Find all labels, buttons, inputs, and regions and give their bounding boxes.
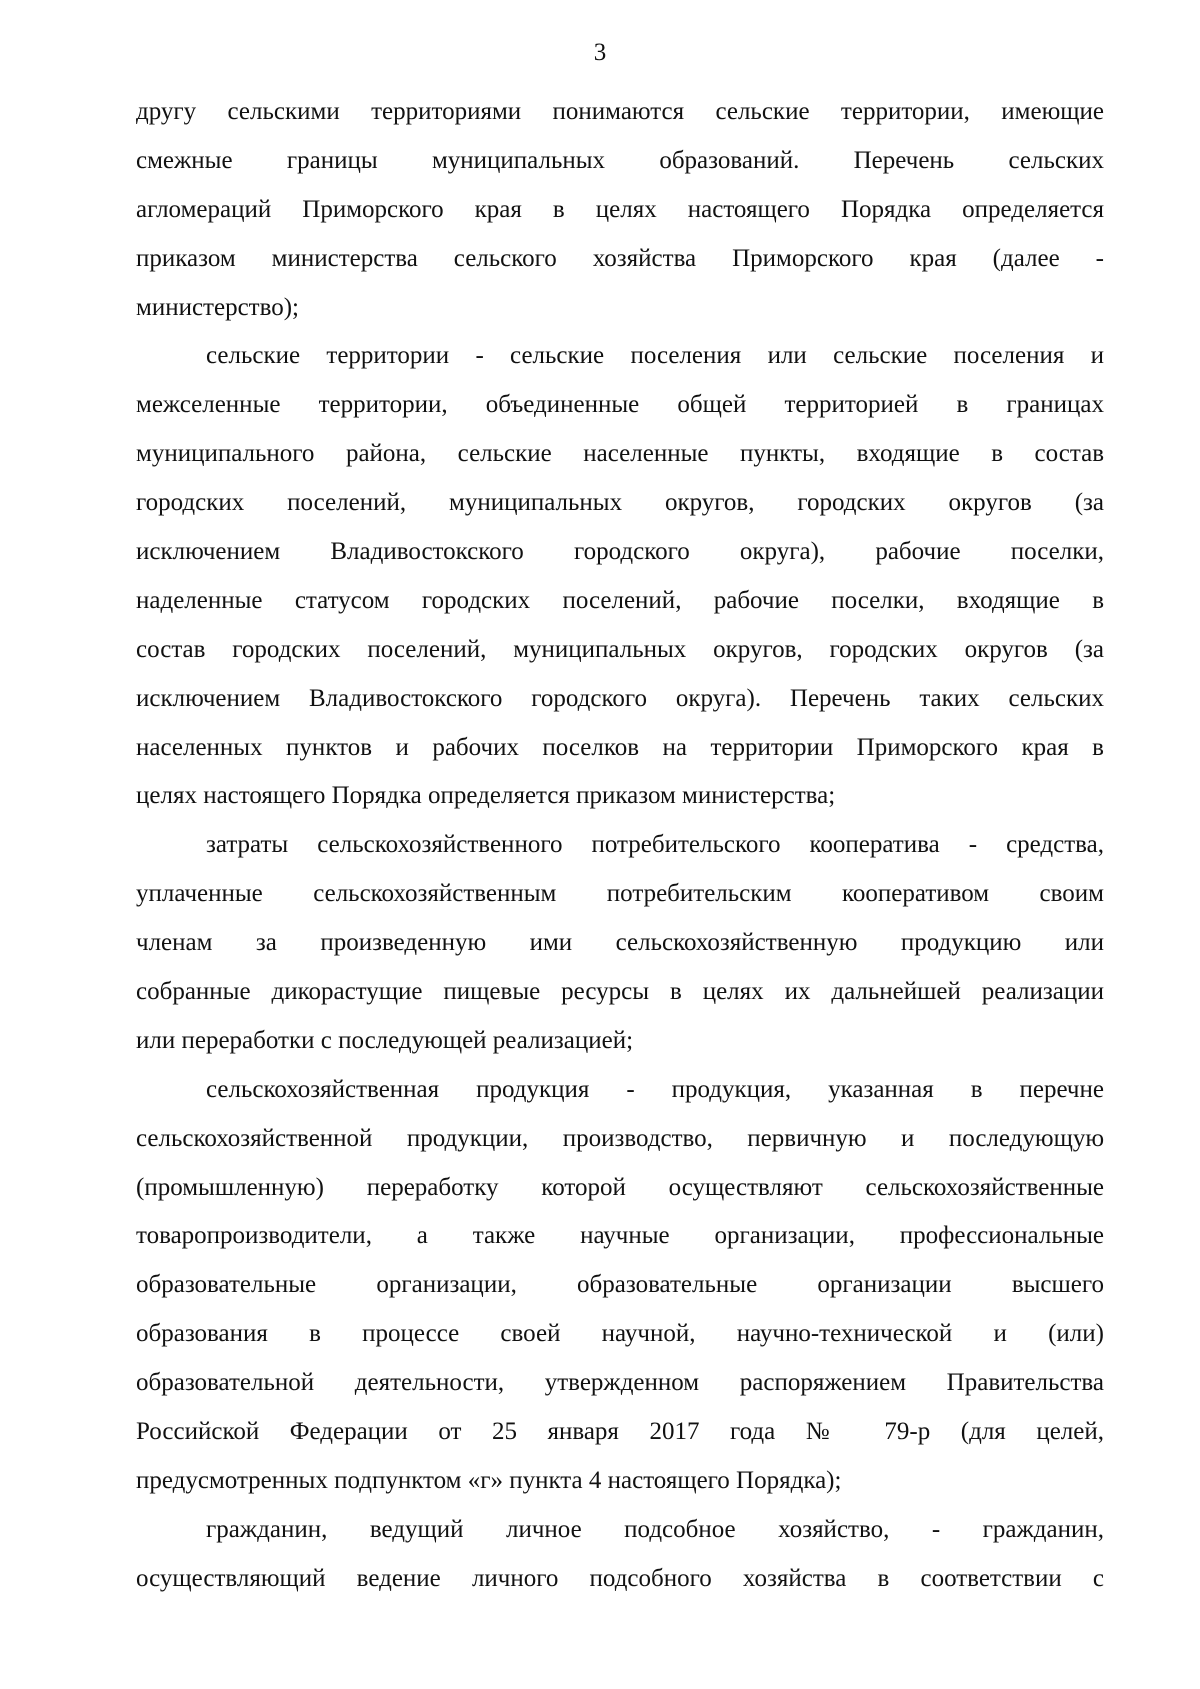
text-line: городских поселений, муниципальных округов, городских округов (за [136,489,1104,517]
text-line: муниципального района, сельские населенные пункты, входящие в состав [136,440,1104,468]
text-line: затраты сельскохозяйственного потребительского кооператива - средства, [206,831,1104,859]
text-line: наделенные статусом городских поселений, рабочие поселки, входящие в [136,586,1104,614]
text-line: собранные дикорастущие пищевые ресурсы в целях их дальнейшей реализации [136,978,1104,1006]
text-line: исключением Владивостокского городского округа), рабочие поселки, [136,538,1104,566]
text-line: гражданин, ведущий личное подсобное хозяйство, - гражданин, [206,1515,1104,1543]
text-line: сельскохозяйственной продукции, производство, первичную и последующую [136,1124,1104,1152]
text-line: (промышленную) переработку которой осуществляют сельскохозяйственные [136,1173,1104,1201]
text-line: целях настоящего Порядка определяется приказом министерства; [136,782,836,810]
text-line: уплаченные сельскохозяйственным потребительским кооперативом своим [136,880,1104,908]
text-line: межселенные территории, объединенные общей территорией в границах [136,391,1104,419]
text-line: состав городских поселений, муниципальных округов, городских округов (за [136,635,1104,663]
text-line: сельские территории - сельские поселения или сельские поселения и [206,342,1104,370]
page-number: 3 [593,39,607,66]
text-line: министерство); [136,293,300,321]
text-line: сельскохозяйственная продукция - продукция, указанная в перечне [206,1075,1104,1103]
text-line: исключением Владивостокского городского округа). Перечень таких сельских [136,684,1104,712]
text-line: населенных пунктов и рабочих поселков на территории Приморского края в [136,733,1104,761]
text-line: осуществляющий ведение личного подсобного хозяйства в соответствии с [136,1564,1104,1592]
text-line: приказом министерства сельского хозяйства Приморского края (далее - [136,244,1104,272]
text-line: агломераций Приморского края в целях настоящего Порядка определяется [136,195,1104,223]
text-line: образовательной деятельности, утвержденном распоряжением Правительства [136,1369,1104,1397]
text-line: членам за произведенную ими сельскохозяйственную продукцию или [136,929,1104,957]
text-line: смежные границы муниципальных образований. Перечень сельских [136,146,1104,174]
document-body [136,88,1104,1604]
text-line: образования в процессе своей научной, научно-технической и (или) [136,1320,1104,1348]
text-line: товаропроизводители, а также научные организации, профессиональные [136,1222,1104,1250]
text-line: или переработки с последующей реализацией; [136,1026,634,1054]
text-line: другу сельскими территориями понимаются сельские территории, имеющие [136,98,1104,125]
text-line: Российской Федерации от 25 января 2017 года № 79-р (для целей, [136,1418,1104,1446]
text-line: предусмотренных подпунктом «г» пункта 4 настоящего Порядка); [136,1466,842,1494]
text-line: образовательные организации, образовательные организации высшего [136,1271,1104,1299]
